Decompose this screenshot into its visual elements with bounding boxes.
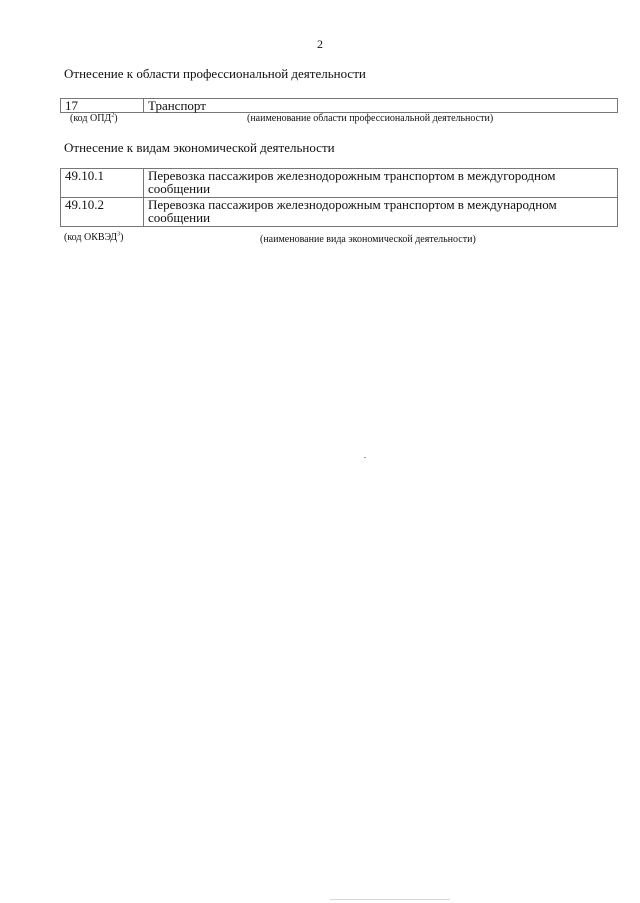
professional-area-table	[60, 98, 618, 113]
page-number: 2	[317, 37, 323, 51]
opd-code-cell: 17	[61, 99, 144, 113]
section-heading-economic-activity: Отнесение к видам экономической деятельности	[64, 140, 335, 155]
okved-code-cell: 49.10.1	[61, 169, 144, 198]
okved-code-caption-close: )	[120, 232, 124, 243]
opd-code-caption-close: )	[114, 113, 118, 124]
okved-name-cell: Перевозка пассажиров железнодорожным транспортом в междугородном сообщении	[144, 169, 618, 198]
scan-artifact-line	[330, 899, 450, 900]
economic-activity-table	[60, 168, 618, 227]
okved-code-caption-text: (код ОКВЭД	[64, 232, 118, 243]
okved-name-cell: Перевозка пассажиров железнодорожным транспортом в международном сообщении	[144, 198, 618, 227]
table-row	[61, 99, 618, 113]
table-row	[61, 198, 618, 227]
opd-code-caption-text: (код ОПД	[70, 113, 112, 124]
opd-name-cell: Транспорт	[144, 99, 618, 113]
opd-name-caption: (наименование области профессиональной деятельности)	[247, 113, 494, 124]
okved-name-caption: (наименование вида экономической деятельности)	[260, 234, 476, 245]
scan-speck	[364, 457, 366, 458]
footnote-ref-3: 3	[117, 231, 121, 238]
footnote-ref-2: 2	[111, 112, 115, 119]
section-heading-professional-area: Отнесение к области профессиональной деятельности	[64, 66, 366, 81]
okved-code-cell: 49.10.2	[61, 198, 144, 227]
table-row	[61, 169, 618, 198]
opd-code-caption	[70, 113, 118, 124]
okved-code-caption	[64, 232, 123, 243]
